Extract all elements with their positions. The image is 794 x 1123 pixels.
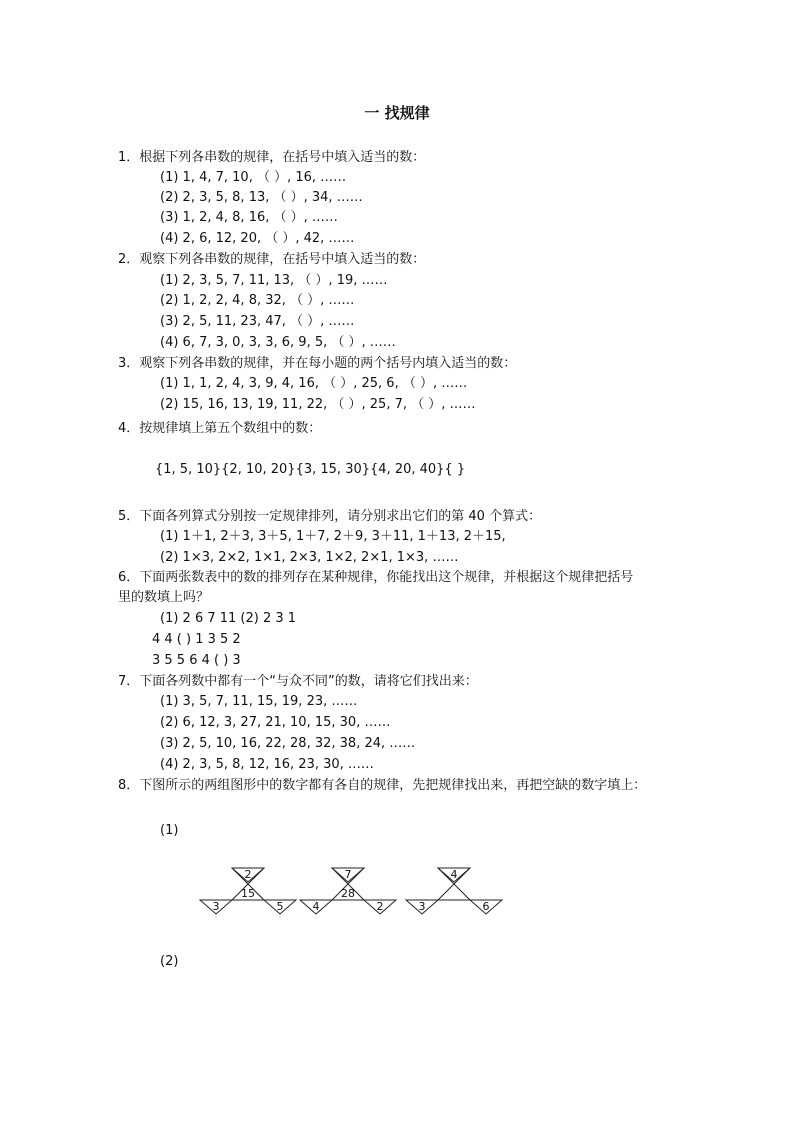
q3-item-2: (2) 15, 16, 13, 19, 11, 22, （ ）, 25, 7, （ ）, …… bbox=[160, 397, 476, 412]
q8-stem: 8．下图所示的两组图形中的数字都有各自的规律，先把规律找出来，再把空缺的数字填上： bbox=[118, 778, 647, 793]
q7-item-4: (4) 2, 3, 5, 8, 12, 16, 23, 30, …… bbox=[160, 757, 374, 772]
q4-stem: 4．按规律填上第五个数组中的数： bbox=[118, 421, 322, 436]
q5-item-1: (1) 1＋1, 2＋3, 3＋5, 1＋7, 2＋9, 3＋11, 1＋13, 2＋15, bbox=[160, 529, 506, 544]
fig1-top: 2 bbox=[244, 868, 252, 881]
fig3-left: 3 bbox=[418, 900, 426, 913]
fig2-top: 7 bbox=[344, 868, 352, 881]
q1-item-1: (1) 1, 4, 7, 10, （ ）, 16, …… bbox=[160, 170, 347, 185]
fig2-left: 4 bbox=[312, 900, 320, 913]
q3-stem: 3．观察下列各串数的规律，并在每小题的两个括号内填入适当的数： bbox=[118, 356, 517, 371]
q3-item-1: (1) 1, 1, 2, 4, 3, 9, 4, 16, （ ）, 25, 6, （ ）, …… bbox=[160, 376, 468, 391]
q4-arrays: {1, 5, 10}{2, 10, 20}{3, 15, 30}{4, 20, 40}{ } bbox=[155, 462, 466, 477]
q7-item-2: (2) 6, 12, 3, 27, 21, 10, 15, 30, …… bbox=[160, 715, 391, 730]
fig2-center: 28 bbox=[341, 887, 355, 900]
fig1-right: 5 bbox=[276, 900, 284, 913]
q2-item-1: (1) 2, 3, 5, 7, 11, 13, （ ）, 19, …… bbox=[160, 273, 388, 288]
q2-item-4: (4) 6, 7, 3, 0, 3, 3, 6, 9, 5, （ ）, …… bbox=[160, 335, 396, 350]
fig3-right: 6 bbox=[482, 900, 490, 913]
q6-row-1: (1) 2 6 7 11 (2) 2 3 1 bbox=[160, 611, 297, 626]
q2-stem: 2．观察下列各串数的规律，在括号中填入适当的数： bbox=[118, 252, 426, 267]
q6-row-2: 4 4 ( ) 1 3 5 2 bbox=[152, 632, 241, 647]
q6-stem-line1: 6．下面两张数表中的数的排列存在某种规律，你能找出这个规律，并根据这个规律把括号 bbox=[118, 570, 634, 585]
q1-item-4: (4) 2, 6, 12, 20, （ ）, 42, …… bbox=[160, 231, 355, 246]
q1-item-3: (3) 1, 2, 4, 8, 16, （ ）, …… bbox=[160, 210, 338, 225]
q7-stem: 7．下面各列数中都有一个“与众不同”的数，请将它们找出来： bbox=[118, 674, 478, 689]
q8-part1-label: (1) bbox=[160, 823, 179, 838]
fig1-center: 15 bbox=[241, 887, 255, 900]
q1-item-2: (2) 2, 3, 5, 8, 13, （ ）, 34, …… bbox=[160, 190, 363, 205]
q5-stem: 5．下面各列算式分别按一定规律排列，请分别求出它们的第 40 个算式： bbox=[118, 509, 542, 524]
q6-row-3: 3 5 5 6 4 ( ) 3 bbox=[152, 653, 241, 668]
fig3-top: 4 bbox=[450, 868, 458, 881]
q7-item-3: (3) 2, 5, 10, 16, 22, 28, 32, 38, 24, …… bbox=[160, 736, 416, 751]
q2-item-3: (3) 2, 5, 11, 23, 47, （ ）, …… bbox=[160, 314, 355, 329]
page-title: 一 找规律 bbox=[364, 104, 430, 122]
q6-stem-line2: 里的数填上吗？ bbox=[118, 590, 210, 605]
q8-part2-label: (2) bbox=[160, 954, 179, 969]
fig2-right: 2 bbox=[376, 900, 384, 913]
q5-item-2: (2) 1×3, 2×2, 1×1, 2×3, 1×2, 2×1, 1×3, …… bbox=[160, 550, 459, 565]
q1-stem: 1．根据下列各串数的规律，在括号中填入适当的数： bbox=[118, 150, 426, 165]
q7-item-1: (1) 3, 5, 7, 11, 15, 19, 23, …… bbox=[160, 694, 358, 709]
q2-item-2: (2) 1, 2, 2, 4, 8, 32, （ ）, …… bbox=[160, 293, 355, 308]
q8-triangle-figures bbox=[190, 862, 510, 922]
fig1-left: 3 bbox=[212, 900, 220, 913]
